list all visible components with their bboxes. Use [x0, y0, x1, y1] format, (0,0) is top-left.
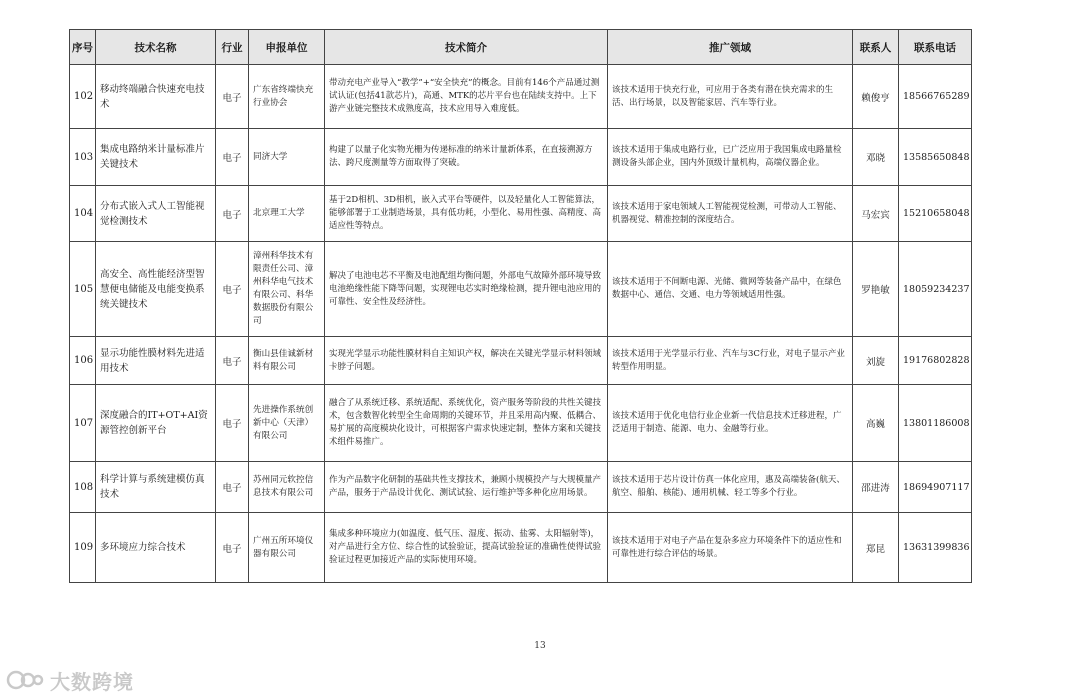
row-tech-name: 移动终端融合快速充电技术 [96, 65, 216, 129]
table-row [70, 129, 972, 186]
header-name: 技术名称 [96, 30, 216, 65]
row-no: 103 [70, 129, 96, 186]
row-intro: 带动充电产业导入“教学”+“安全快充”的概念。目前有146个产品通过测试认证(包括41款芯片)，高通、MTK的芯片平台也在陆续支持中。上下游产业链完整技术成熟度高，技术应用导入难度低。 [325, 65, 608, 129]
row-intro: 作为产品数字化研制的基础共性支撑技术，兼顾小规模投产与大规模量产产品，服务于产品设计优化、测试试验、运行维护等多种化应用场景。 [325, 462, 608, 513]
row-phone: 18694907117 [899, 462, 972, 513]
header-promotion: 推广领域 [608, 30, 853, 65]
header-phone: 联系电话 [899, 30, 972, 65]
row-contact: 赖俊亨 [853, 65, 899, 129]
row-phone: 18059234237 [899, 242, 972, 337]
row-phone: 13631399836 [899, 513, 972, 583]
row-contact: 邵进涛 [853, 462, 899, 513]
header-unit: 申报单位 [249, 30, 325, 65]
table-row [70, 462, 972, 513]
row-contact: 郑昆 [853, 513, 899, 583]
row-promotion: 该技术适用于集成电路行业，已广泛应用于我国集成电路量检测设备头部企业，国内外顶级计量机构，高端仪器企业。 [608, 129, 853, 186]
row-phone: 18566765289 [899, 65, 972, 129]
row-promotion: 该技术适用于芯片设计仿真一体化应用，惠及高端装备(航天、航空、船舶、核能)、通用机械、轻工等多个行业。 [608, 462, 853, 513]
row-promotion: 该技术适用于不间断电源、光储、微网等装备产品中，在绿色数据中心、通信、交通、电力等领域适用性强。 [608, 242, 853, 337]
row-phone: 13801186008 [899, 385, 972, 462]
row-promotion: 该技术适用于家电领域人工智能视觉检测，可带动人工智能、机器视觉、精准控制的深度结合。 [608, 186, 853, 242]
row-intro: 实现光学显示功能性膜材料自主知识产权，解决在关键光学显示材料领域卡脖子问题。 [325, 337, 608, 385]
row-tech-name: 科学计算与系统建模仿真技术 [96, 462, 216, 513]
row-no: 109 [70, 513, 96, 583]
row-intro: 解决了电池电芯不平衡及电池配组均衡问题，外部电气故障外部环境导致电池绝缘性能下降等问题，实现锂电芯实时绝缘检测，提升锂电池应用的可靠性、安全性及经济性。 [325, 242, 608, 337]
row-phone: 13585650848 [899, 129, 972, 186]
row-unit: 苏州同元软控信息技术有限公司 [249, 462, 325, 513]
row-intro: 构建了以量子化实物光栅为传递标准的纳米计量新体系，在直接溯源方法、跨尺度测量等方面取得了突破。 [325, 129, 608, 186]
watermark-text: 大数跨境 [50, 669, 134, 694]
tech-table [69, 29, 972, 583]
row-tech-name: 深度融合的IT+OT+AI资源管控创新平台 [96, 385, 216, 462]
row-contact: 罗艳敏 [853, 242, 899, 337]
table-row [70, 337, 972, 385]
row-contact: 高巍 [853, 385, 899, 462]
header-industry: 行业 [216, 30, 249, 65]
row-no: 108 [70, 462, 96, 513]
row-promotion: 该技术适用于优化电信行业企业新一代信息技术迁移进程，广泛适用于制造、能源、电力、金融等行业。 [608, 385, 853, 462]
row-phone: 15210658048 [899, 186, 972, 242]
row-contact: 邓晓 [853, 129, 899, 186]
table-row [70, 65, 972, 129]
row-intro: 基于2D相机、3D相机，嵌入式平台等硬件，以及轻量化人工智能算法，能够部署于工业制造场景，具有低功耗，小型化、易用性强、高精度、高适应性等特点。 [325, 186, 608, 242]
row-unit: 广州五所环境仪器有限公司 [249, 513, 325, 583]
row-promotion: 该技术适用于光学显示行业、汽车与3C行业，对电子显示产业转型作用明显。 [608, 337, 853, 385]
row-tech-name: 高安全、高性能经济型智慧便电储能及电能变换系统关键技术 [96, 242, 216, 337]
row-no: 106 [70, 337, 96, 385]
table-row [70, 242, 972, 337]
row-no: 105 [70, 242, 96, 337]
row-industry: 电子 [216, 129, 249, 186]
row-unit: 衡山县佳诚新材料有限公司 [249, 337, 325, 385]
watermark [6, 665, 134, 695]
header-intro: 技术简介 [325, 30, 608, 65]
header-contact: 联系人 [853, 30, 899, 65]
dashuju-logo-icon [6, 667, 44, 693]
row-intro: 集成多种环境应力(如温度、低气压、湿度、振动、盐雾、太阳辐射等)，对产品进行全方位、综合性的试验验证，提高试验验证的准确性使得试验验证过程更加接近产品的实际使用环境。 [325, 513, 608, 583]
row-tech-name: 集成电路纳米计量标准片关键技术 [96, 129, 216, 186]
row-tech-name: 显示功能性膜材料先进适用技术 [96, 337, 216, 385]
row-industry: 电子 [216, 462, 249, 513]
header-no: 序号 [70, 30, 96, 65]
row-unit: 漳州科华技术有限责任公司、漳州科华电气技术有限公司、科华数据股份有限公司 [249, 242, 325, 337]
row-industry: 电子 [216, 513, 249, 583]
row-no: 107 [70, 385, 96, 462]
row-no: 102 [70, 65, 96, 129]
page-number: 13 [534, 641, 546, 651]
table-row [70, 513, 972, 583]
row-industry: 电子 [216, 337, 249, 385]
row-intro: 融合了从系统迁移、系统适配、系统优化，资产服务等阶段的共性关键技术，包含数智化转型全生命周期的关键环节，并且采用高内聚、低耦合、易扩展的高度模块化设计，可根据客户需求快速定制，整体方案和关键技术组件易推广。 [325, 385, 608, 462]
table-row [70, 186, 972, 242]
row-tech-name: 多环境应力综合技术 [96, 513, 216, 583]
row-promotion: 该技术适用于对电子产品在复杂多应力环境条件下的适应性和可靠性进行综合评估的场景。 [608, 513, 853, 583]
row-industry: 电子 [216, 242, 249, 337]
row-industry: 电子 [216, 385, 249, 462]
table-header-row [70, 30, 972, 65]
row-unit: 北京理工大学 [249, 186, 325, 242]
row-unit: 广东省终端快充行业协会 [249, 65, 325, 129]
row-no: 104 [70, 186, 96, 242]
row-phone: 19176802828 [899, 337, 972, 385]
row-tech-name: 分布式嵌入式人工智能视觉检测技术 [96, 186, 216, 242]
table-row [70, 385, 972, 462]
row-unit: 同济大学 [249, 129, 325, 186]
row-contact: 刘旋 [853, 337, 899, 385]
row-contact: 马宏宾 [853, 186, 899, 242]
row-promotion: 该技术适用于快充行业，可应用于各类有潜在快充需求的生活、出行场景，以及智能家居、汽车等行业。 [608, 65, 853, 129]
row-industry: 电子 [216, 186, 249, 242]
row-unit: 先进操作系统创新中心（天津）有限公司 [249, 385, 325, 462]
row-industry: 电子 [216, 65, 249, 129]
